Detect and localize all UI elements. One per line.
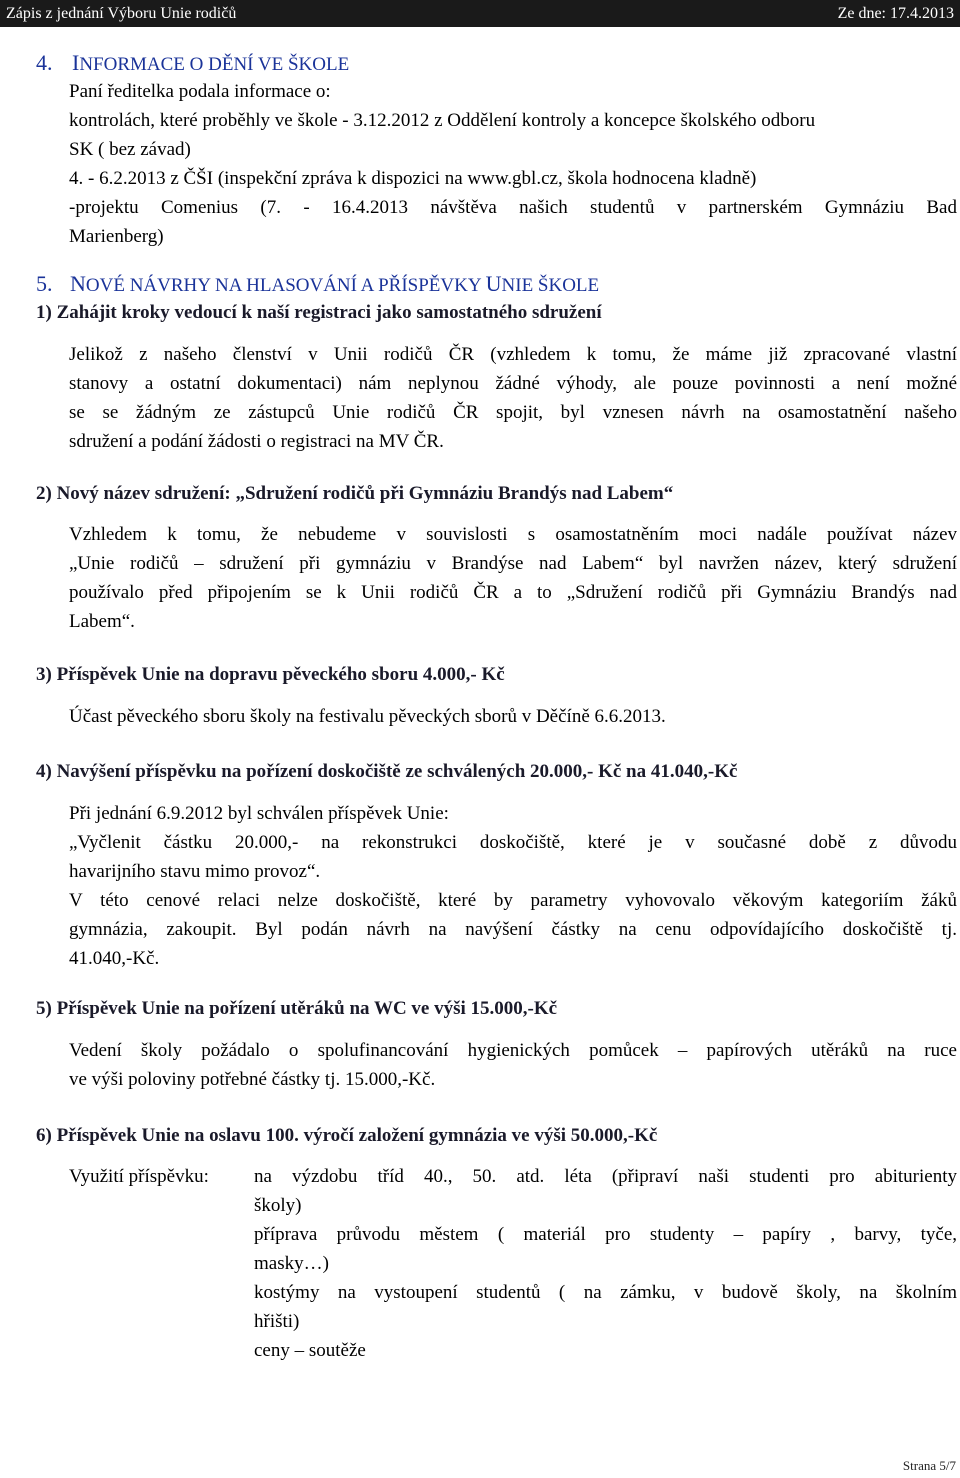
item-4-line: „Vyčlenit částku 20.000,- na rekonstrukci doskočiště, které je v současné době z důvodu (69, 832, 957, 853)
section-4-line: SK ( bez závad) (69, 139, 191, 160)
item-3-line: Účast pěveckého sboru školy na festivalu pěveckých sborů v Děčíně 6.6.2013. (69, 706, 666, 727)
section-5-title-part-2: NIE ŠKOLE (501, 275, 600, 296)
section-4-line: kontrolách, které proběhly ve škole - 3.12.2012 z Oddělení kontroly a koncepce školského odboru (69, 110, 816, 131)
section-5-title-part: OVÉ NÁVRHY NA HLASOVÁNÍ A PŘÍSPĚVKY (85, 275, 486, 296)
item-6-line: kostýmy na vystoupení studentů ( na zámku, v budově školy, na školním (254, 1282, 957, 1303)
item-2-line: Labem“. (69, 611, 135, 632)
section-4-number: 4. (36, 50, 53, 75)
item-4-line: gymnázia, zakoupit. Byl podán návrh na navýšení částky na cenu odpovídajícího doskočiště tj. (69, 919, 957, 940)
item-1-line: stanovy a ostatní dokumentaci) nám neplynou žádné výhody, ale pouze povinnosti a není možné (69, 373, 957, 394)
item-5-line: ve výši poloviny potřebné částky tj. 15.000,-Kč. (69, 1069, 436, 1090)
section-5-heading (36, 271, 599, 297)
item-2-line: používalo před připojením se k Unii rodičů ČR a to „Sdružení rodičů při Gymnáziu Brandýs nad (69, 582, 957, 603)
item-1-line: Jelikož z našeho členství v Unii rodičů ČR (vzhledem k tomu, že máme již zpracované vlastní (69, 344, 957, 365)
section-4-line: 4. - 6.2.2013 z ČŠI (inspekční zpráva k dispozici na www.gbl.cz, škola hodnocena kladně) (69, 168, 757, 189)
item-4-line: V této cenové relaci nelze doskočiště, které by parametry vyhovovalo věkovým kategoriím žáků (69, 890, 957, 911)
item-6-line: ceny – soutěže (254, 1340, 366, 1361)
page-number: Strana 5/7 (902, 1458, 956, 1473)
section-4-body (69, 77, 957, 251)
item-6-line: hřišti) (254, 1311, 300, 1332)
document-title: Zápis z jednání Výboru Unie rodičů (6, 5, 237, 22)
item-2-body (69, 520, 957, 636)
item-5-heading: 5) Příspěvek Unie na pořízení utěráků na WC ve výši 15.000,-Kč (36, 998, 558, 1019)
item-2-line: Vzhledem k tomu, že nebudeme v souvislosti s osamostatněním moci nadále používat název (69, 524, 957, 545)
item-6-line: příprava průvodu městem ( materiál pro studenty – papíry , barvy, tyče, (254, 1224, 957, 1245)
section-4-heading (36, 50, 349, 76)
item-3-body (69, 702, 957, 731)
section-5-number: 5. (36, 271, 53, 296)
item-1-heading: 1) Zahájit kroky vedoucí k naší registraci jako samostatného sdružení (36, 302, 602, 323)
document-date: Ze dne: 17.4.2013 (837, 5, 954, 22)
section-4-line: -projektu Comenius (7. - 16.4.2013 návštěva našich studentů v partnerském Gymnáziu Bad (69, 197, 957, 218)
item-5-body (69, 1036, 957, 1094)
page-header (0, 0, 960, 27)
item-1-body (69, 340, 957, 456)
item-6-label: Využití příspěvku: (69, 1166, 209, 1187)
item-6-line: masky…) (254, 1253, 329, 1274)
section-4-title-initial: I (72, 50, 80, 75)
section-4-line: Marienberg) (69, 226, 164, 247)
item-6-line: na výzdobu tříd 40., 50. atd. léta (připraví naši studenti pro abiturienty (254, 1166, 957, 1187)
section-4-title-rest: NFORMACE O DĚNÍ VE ŠKOLE (79, 54, 350, 75)
item-2-heading: 2) Nový název sdružení: „Sdružení rodičů při Gymnáziu Brandýs nad Labem“ (36, 483, 674, 504)
item-4-line: Při jednání 6.9.2012 byl schválen příspěvek Unie: (69, 803, 449, 824)
item-3-heading: 3) Příspěvek Unie na dopravu pěveckého sboru 4.000,- Kč (36, 664, 505, 685)
section-4-line: Paní ředitelka podala informace o: (69, 81, 331, 102)
item-4-body (69, 799, 957, 973)
item-4-line: 41.040,-Kč. (69, 948, 160, 969)
item-2-line: „Unie rodičů – sdružení při gymnáziu v Brandýse nad Labem“ byl navržen název, který sdružení (69, 553, 957, 574)
item-4-line: havarijního stavu mimo provoz“. (69, 861, 321, 882)
item-1-line: sdružení a podání žádosti o registraci na MV ČR. (69, 431, 444, 452)
item-6-line: školy) (254, 1195, 302, 1216)
item-4-heading: 4) Navýšení příspěvku na pořízení doskočiště ze schválených 20.000,- Kč na 41.040,-Kč (36, 761, 738, 782)
item-6-list (254, 1162, 957, 1365)
section-5-title-initial-2: U (485, 271, 502, 296)
item-6-heading: 6) Příspěvek Unie na oslavu 100. výročí založení gymnázia ve výši 50.000,-Kč (36, 1125, 658, 1146)
section-5-title-initial: N (70, 271, 86, 296)
item-1-line: se se žádným ze zástupců Unie rodičů ČR spojit, byl vznesen návrh na osamostatnění našeho (69, 402, 957, 423)
item-5-line: Vedení školy požádalo o spolufinancování hygienických pomůcek – papírových utěráků na ruce (69, 1040, 957, 1061)
